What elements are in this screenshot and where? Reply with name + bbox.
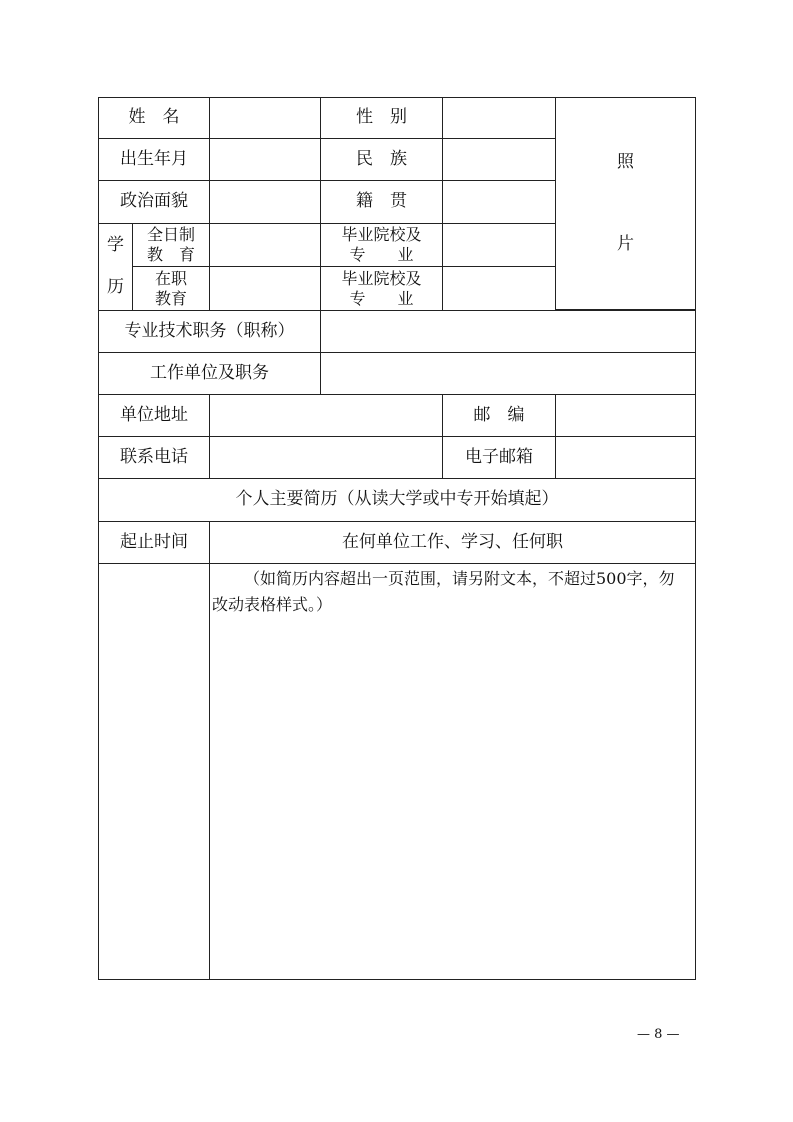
inservice-education-field[interactable] [209,266,321,311]
duty-header: 在何单位工作、学习、任何职 [209,521,696,564]
fulltime-education-field[interactable] [209,223,321,267]
photo-box[interactable] [555,97,696,310]
name-field[interactable] [209,97,321,139]
work-unit-label: 工作单位及职务 [98,352,321,395]
fulltime-school-line2: 专 业 [349,245,414,264]
professional-title-label: 专业技术职务（职称） [98,310,321,353]
page-number: — 8 — [637,1027,680,1042]
photo-label-1: 照 [617,151,634,172]
birth-field[interactable] [209,138,321,181]
fulltime-school-line1: 毕业院校及 [341,225,422,244]
gender-field[interactable] [442,97,556,139]
birth-label: 出生年月 [98,138,210,181]
inservice-school-label [320,266,443,311]
native-place-label: 籍 贯 [320,180,443,224]
professional-title-field[interactable] [320,310,696,353]
inservice-label-line1: 在职 [154,268,187,288]
fulltime-school-field[interactable] [442,223,556,267]
resume-duty-cell[interactable] [209,563,696,980]
education-label-1: 学 [107,235,124,256]
fulltime-label-line2: 教 育 [146,245,195,264]
email-field[interactable] [555,436,696,479]
period-header: 起止时间 [98,521,210,564]
fulltime-school-label [320,223,443,267]
fulltime-label-line1: 全日制 [146,225,195,244]
ethnicity-label: 民 族 [320,138,443,181]
photo-label-2: 片 [617,233,634,254]
address-label: 单位地址 [98,394,210,437]
inservice-school-line2: 专 业 [349,288,414,308]
inservice-education-label [132,266,210,311]
name-label: 姓 名 [98,97,210,139]
political-field[interactable] [209,180,321,224]
work-unit-field[interactable] [320,352,696,395]
inservice-school-line1: 毕业院校及 [341,268,422,288]
political-label: 政治面貌 [98,180,210,224]
education-label [98,223,133,311]
inservice-label-line2: 教育 [154,288,187,308]
ethnicity-field[interactable] [442,138,556,181]
resume-heading: 个人主要简历（从读大学或中专开始填起） [98,478,696,522]
education-label-2: 历 [107,277,124,297]
resume-note: （如简历内容超出一页范围，请另附文本，不超过500字，勿改动表格样式。） [212,569,675,614]
gender-label: 性 别 [320,97,443,139]
postcode-field[interactable] [555,394,696,437]
email-label: 电子邮箱 [442,436,556,479]
phone-label: 联系电话 [98,436,210,479]
phone-field[interactable] [209,436,443,479]
resume-period-cell[interactable] [98,563,210,980]
postcode-label: 邮 编 [442,394,556,437]
native-place-field[interactable] [442,180,556,224]
fulltime-education-label [132,223,210,267]
inservice-school-field[interactable] [442,266,556,311]
address-field[interactable] [209,394,443,437]
